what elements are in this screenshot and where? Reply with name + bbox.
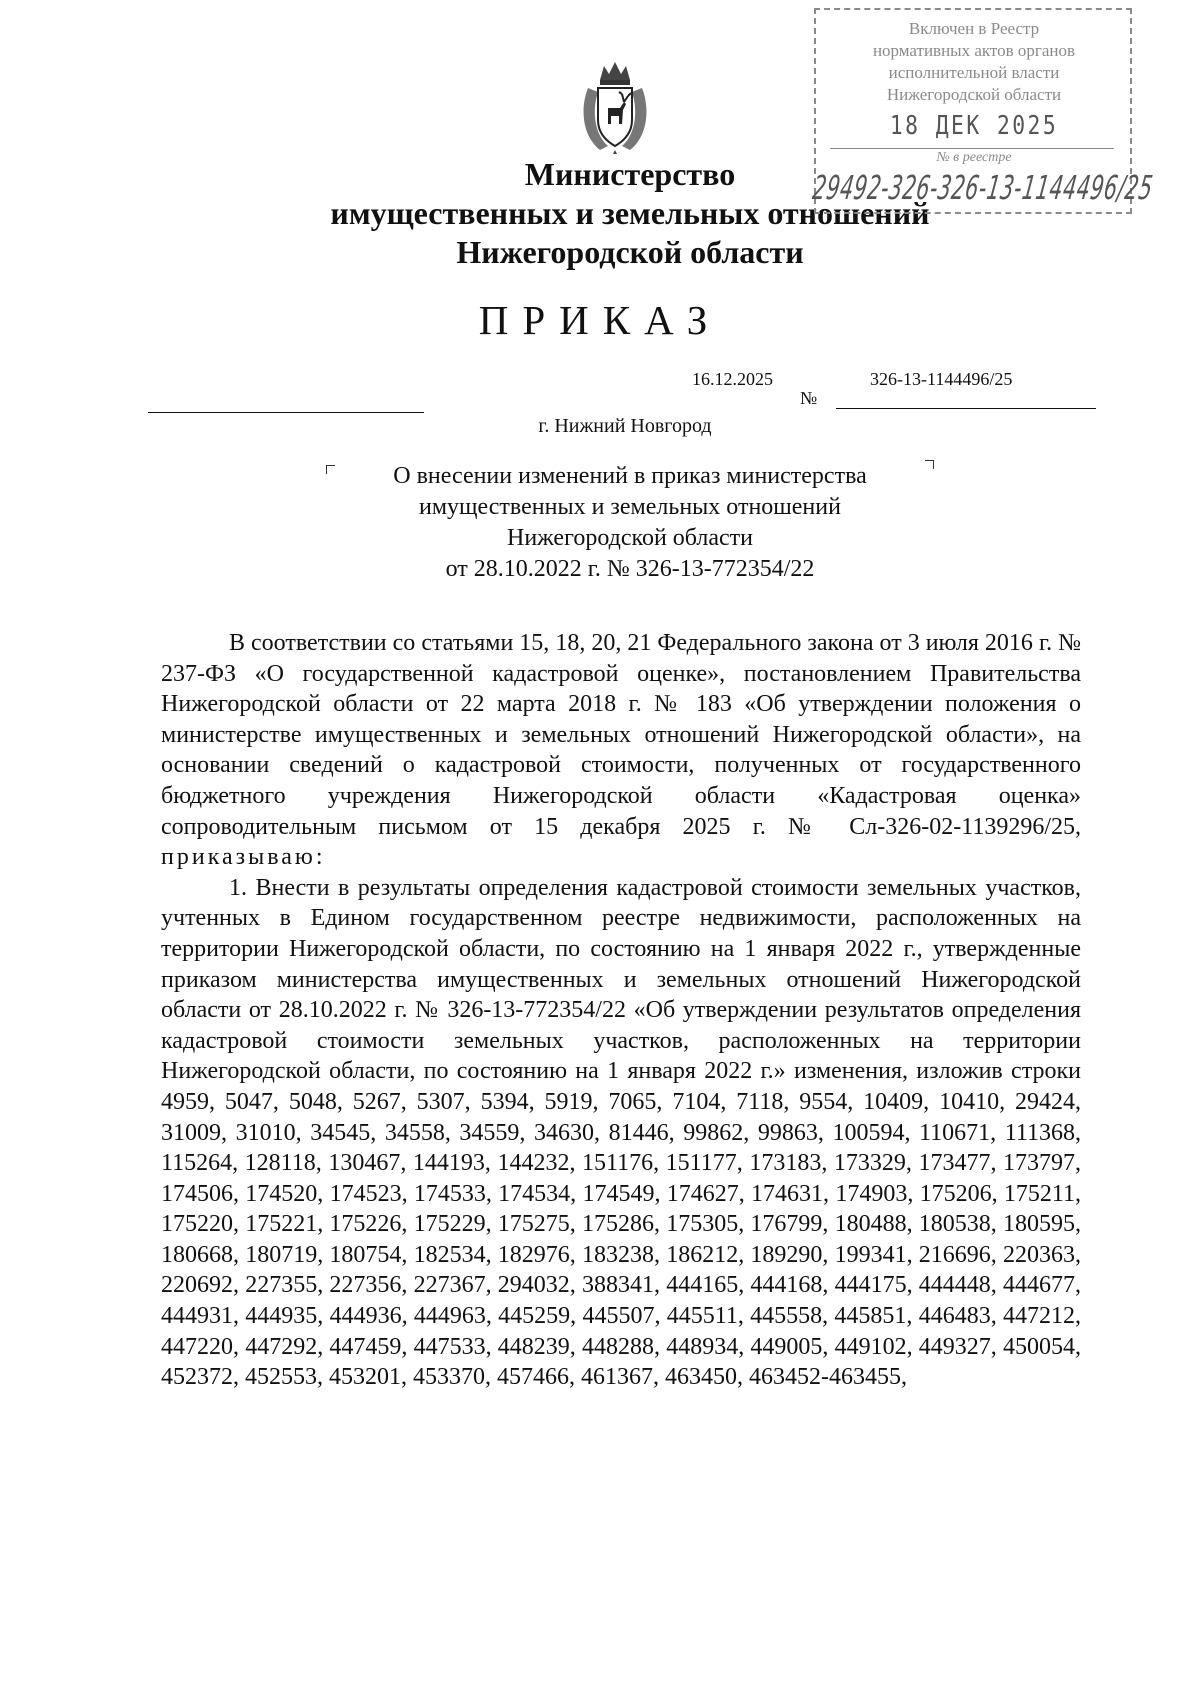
number-underline — [836, 408, 1096, 409]
preamble-paragraph — [161, 628, 1081, 873]
order-number: 326-13-1144496/25 — [870, 369, 1013, 389]
stamp-date: 18 ДЕК 2025 — [889, 111, 1059, 141]
stamp-line: Нижегородской области — [886, 85, 1062, 104]
city-name: г. Нижний Новгород — [538, 415, 712, 437]
order-word: приказываю: — [161, 844, 326, 871]
ministry-line: имущественных и земельных отношений — [330, 195, 930, 231]
order-date: 16.12.2025 — [692, 369, 773, 389]
stamp-caption: № в реестре — [936, 150, 1012, 165]
stamp-text — [824, 18, 1124, 106]
subject-line: имущественных и земельных отношений — [419, 494, 841, 520]
number-sign: № — [800, 388, 818, 408]
stamp-registry-number: 29492-326-326-13-1144496/25 — [810, 168, 1156, 207]
stamp-divider — [830, 148, 1114, 149]
subject-line: Нижегородской области — [506, 525, 754, 551]
document-type-title: ПРИКАЗ — [478, 297, 722, 343]
item-1-paragraph: 1. Внести в результаты определения кадастровой стоимости земельных участков, учтенных в Едином государственном реестре недвижимости, расположенных на территории Нижегородской области, по состоянию на 1 января 2022 г., утвержденные приказом министерства имущественных и земельных отношений Нижегородской области от 28.10.2022 г. № 326-13-772354/22 «Об утверждении результатов определения кадастровой стоимости земельных участков, расположенных на территории Нижегородской области, по состоянию на 1 января 2022 г.» изменения, изложив строки 4959, 5047, 5048, 5267, 5307, 5394, 5919, 7065, 7104, 7118, 9554, 10409, 10410, 29424, 31009, 31010, 34545, 34558, 34559, 34630, 81446, 99862, 99863, 100594, 110671, 111368, 115264, 128118, 130467, 144193, 144232, 151176, 151177, 173183, 173329, 173477, 173797, 174506, 174520, 174523, 174533, 174534, 174549, 174627, 174631, 174903, 175206, 175211, 175220, 175221, 175226, 175229, 175275, 175286, 175305, 176799, 180488, 180538, 180595, 180668, 180719, 180754, 182534, 182976, 183238, 186212, 189290, 199341, 216696, 220363, 220692, 227355, 227356, 227367, 294032, 388341, 444165, 444168, 444175, 444448, 444677, 444931, 444935, 444936, 444963, 445259, 445507, 445511, 445558, 445851, 446483, 447212, 447220, 447292, 447459, 447533, 448239, 448288, 448934, 449005, 449102, 449327, 450054, 452372, 452553, 453201, 453370, 457466, 461367, 463450, 463452-463455, — [161, 874, 1081, 1391]
date-underline — [148, 412, 424, 413]
subject-line: от 28.10.2022 г. № 326-13-772354/22 — [445, 556, 815, 582]
registry-stamp — [810, 8, 1156, 214]
order-body — [161, 628, 1081, 1393]
subject-line: О внесении изменений в приказ министерства — [393, 463, 867, 489]
ministry-line: Министерство — [524, 156, 736, 192]
order-subject — [330, 461, 930, 585]
coat-of-arms-icon — [578, 58, 652, 154]
ministry-line: Нижегородской области — [456, 234, 804, 270]
stamp-line: исполнительной власти — [888, 63, 1060, 82]
preamble-text: В соответствии со статьями 15, 18, 20, 21 Федерального закона от 3 июля 2016 г. № 237-ФЗ «О государственной кадастровой оценке», постановлением Правительства Нижегородской области от 22 марта 2018 г. № 183 «Об утверждении положения о министерстве имущественных и земельных отношений Нижегородской области», на основании сведений о кадастровой стоимости, полученных от государственного бюджетного учреждения Нижегородской области «Кадастровая оценка» сопроводительным письмом от 15 декабря 2025 г. № Сл-326-02-1139296/25, — [161, 630, 1081, 840]
stamp-line: Включен в Реестр — [908, 19, 1040, 38]
stamp-line: нормативных актов органов — [872, 41, 1076, 60]
